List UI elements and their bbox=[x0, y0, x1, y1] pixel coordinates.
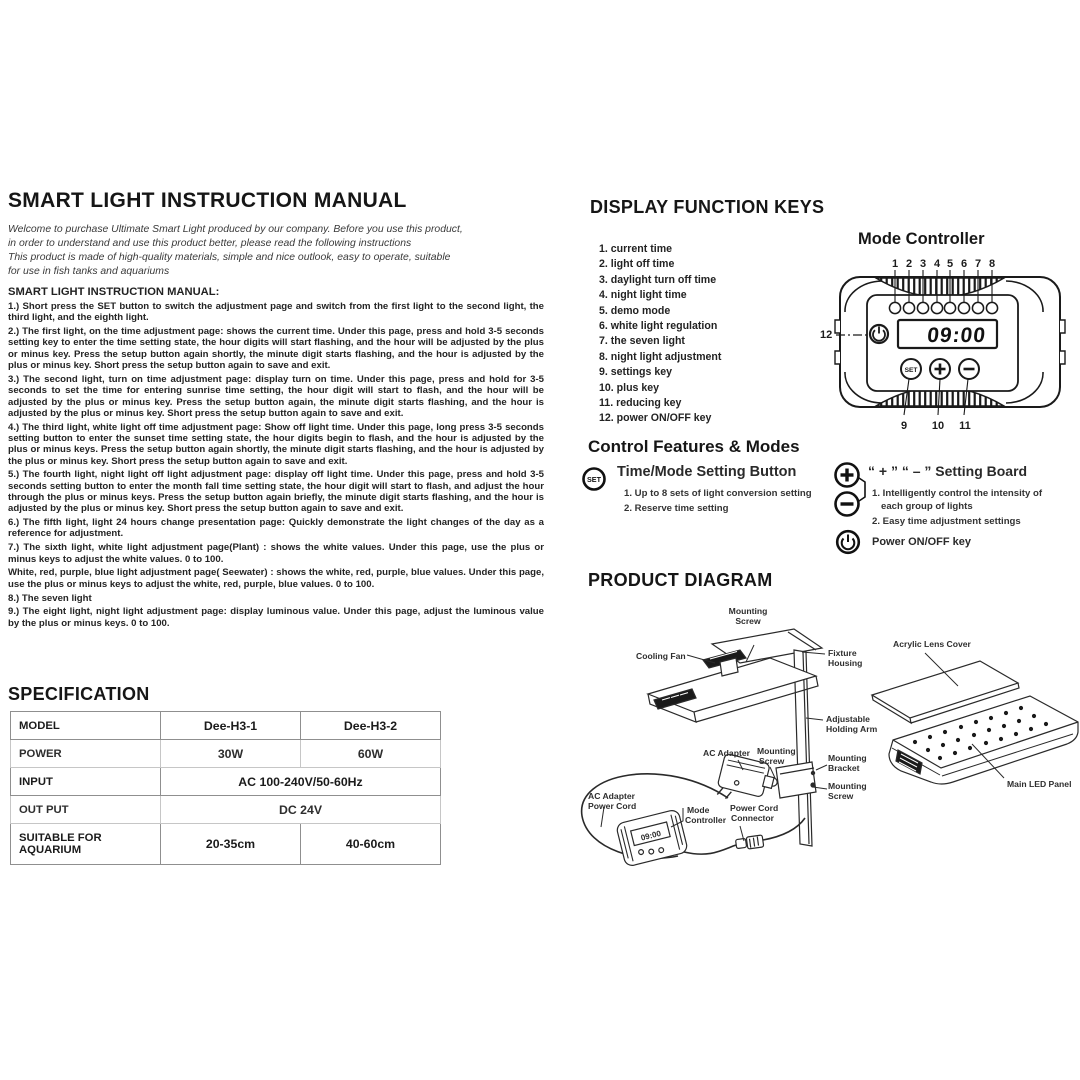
svg-text:AC Adapter: AC Adapter bbox=[703, 748, 750, 758]
svg-text:Controller: Controller bbox=[685, 815, 727, 825]
indicator-index-numbers bbox=[892, 258, 995, 270]
svg-text:Acrylic Lens Cover: Acrylic Lens Cover bbox=[893, 639, 971, 649]
instruction-step: 6.) The fifth light, light 24 hours change presentation page: Quickly demonstrate the light changes of the day as a reference for adjustment. bbox=[8, 517, 544, 540]
list-item: 4. night light time bbox=[599, 289, 687, 302]
power-index-number: 12 bbox=[820, 329, 833, 341]
spec-value: 40-60cm bbox=[301, 824, 441, 865]
list-item: 8. night light adjustment bbox=[599, 350, 722, 363]
list-item: 11. reducing key bbox=[599, 397, 682, 410]
list-item: 12. power ON/OFF key bbox=[599, 412, 712, 425]
svg-text:Mode: Mode bbox=[687, 805, 710, 815]
list-item: 1. current time bbox=[599, 243, 673, 255]
svg-text:8: 8 bbox=[988, 258, 996, 270]
instruction-step: 1.) Short press the SET button to switch the adjustment page and switch from the first light to the second light, the third light, and the eighth light. bbox=[8, 301, 544, 324]
power-cord-connector-drawing bbox=[735, 835, 763, 849]
svg-text:1: 1 bbox=[891, 258, 899, 270]
instruction-step: White, red, purple, blue light adjustment page( Seewater) : shows the white, red, purple, blue values. Under this page, use the plus or minus keys to adjust the white, red, purple, blue values. 0 to 100. bbox=[8, 567, 544, 590]
bracket-line bbox=[859, 478, 865, 501]
set-button-label: SET bbox=[904, 367, 918, 374]
power-key-icon bbox=[834, 528, 862, 556]
plus-index-number: 10 bbox=[931, 420, 945, 432]
table-row bbox=[11, 796, 441, 824]
specification-table bbox=[10, 711, 441, 865]
table-row bbox=[11, 768, 441, 796]
svg-text:Mounting: Mounting bbox=[728, 606, 768, 616]
svg-text:5: 5 bbox=[946, 258, 954, 270]
svg-text:Bracket: Bracket bbox=[828, 763, 860, 773]
spec-value: Dee-H3-1 bbox=[161, 712, 301, 740]
svg-text:2: 2 bbox=[905, 258, 913, 270]
spec-value: AC 100-240V/50-60Hz bbox=[161, 768, 441, 796]
instruction-step: 7.) The sixth light, white light adjustment page(Plant) : shows the white values. Under this page, use the plus or minus keys to adjust the white values. 0 to 100. bbox=[8, 542, 544, 565]
svg-text:Housing: Housing bbox=[828, 658, 863, 668]
set-feature-item: 1. Up to 8 sets of light conversion setting bbox=[624, 488, 812, 499]
list-item: 7. the seven light bbox=[599, 335, 685, 348]
spec-value: 30W bbox=[161, 740, 301, 768]
fixture-housing-drawing bbox=[570, 598, 822, 663]
product-diagram bbox=[570, 598, 1080, 890]
spec-value: DC 24V bbox=[161, 796, 441, 824]
set-index-number: 9 bbox=[900, 420, 908, 432]
instruction-step: 2.) The first light, on the time adjustment page: shows the current time. Under this page, press and hold 3-5 seconds setting key to enter the time setting state, the hour digits will start flashing, and the hour will be adjusted by the plus or minus key. Press the setup button again shortly, the minute digit starts flashing, and the hour is adjusted by the plus or minus key. Short press the setup button again to save and exit. bbox=[8, 326, 544, 372]
specification-heading: SPECIFICATION bbox=[8, 684, 150, 704]
list-item: 10. plus key bbox=[599, 381, 660, 394]
table-row bbox=[11, 740, 441, 768]
time-display-value: 09:00 bbox=[926, 324, 988, 347]
spec-label: SUITABLE FOR AQUARIUM bbox=[11, 824, 161, 865]
setting-board-item: each group of lights bbox=[881, 501, 973, 512]
power-key-label: Power ON/OFF key bbox=[872, 536, 972, 548]
instruction-step: 9.) The eight light, night light adjustment page: display luminous value. Under this page, adjust the luminous value by the plus or minus keys. 0 to 100. bbox=[8, 606, 544, 629]
instruction-step: 8.) The seven light bbox=[8, 592, 92, 604]
svg-text:SET: SET bbox=[587, 474, 601, 484]
svg-text:Screw: Screw bbox=[828, 791, 854, 801]
svg-text:3: 3 bbox=[919, 258, 927, 270]
mode-controller-title: Mode Controller bbox=[858, 230, 985, 248]
spec-label: MODEL bbox=[11, 712, 161, 740]
spec-value: 20-35cm bbox=[161, 824, 301, 865]
intro-line: Welcome to purchase Ultimate Smart Light produced by our company. Before you use this product, bbox=[8, 224, 463, 235]
mode-controller-mini-drawing bbox=[616, 809, 689, 867]
svg-text:Adjustable: Adjustable bbox=[826, 714, 870, 724]
intro-text bbox=[8, 223, 548, 279]
setting-board-item: 1. Intelligently control the intensity of bbox=[872, 488, 1043, 499]
svg-text:Screw: Screw bbox=[735, 616, 761, 626]
list-item: 9. settings key bbox=[599, 366, 673, 379]
spec-label: INPUT bbox=[11, 768, 161, 796]
instruction-paragraphs bbox=[8, 301, 544, 631]
spec-value: 60W bbox=[301, 740, 441, 768]
svg-text:4: 4 bbox=[933, 258, 941, 270]
svg-text:Connector: Connector bbox=[731, 813, 774, 823]
svg-text:Mounting: Mounting bbox=[757, 746, 796, 756]
svg-text:Cooling Fan: Cooling Fan bbox=[636, 651, 686, 661]
control-features-heading: Control Features & Modes bbox=[588, 437, 800, 456]
svg-text:6: 6 bbox=[960, 258, 968, 270]
intro-line: for use in fish tanks and aquariums bbox=[8, 266, 170, 277]
svg-text:Fixture: Fixture bbox=[828, 648, 857, 658]
instructions-subheading: SMART LIGHT INSTRUCTION MANUAL: bbox=[8, 286, 220, 298]
svg-text:Mounting: Mounting bbox=[828, 781, 867, 791]
set-feature-title: Time/Mode Setting Button bbox=[617, 464, 797, 480]
page-title: SMART LIGHT INSTRUCTION MANUAL bbox=[8, 189, 407, 212]
intro-line: in order to understand and use this product better, please read the following instructions bbox=[8, 238, 412, 249]
display-keys-heading: DISPLAY FUNCTION KEYS bbox=[590, 197, 825, 217]
instruction-step: 5.) The fourth light, night light off light adjustment page: display off light time. Under this page, press and hold 3-5 seconds setting button to enter the month fall time setting state, the hour digit will start to flash, and adjust the hour through the plus or minus keys. Press the setup button again briefly, the minute digit starts flashing, and the hour is adjusted by the plus or minus key. Short press the setup button again to save and exit. bbox=[8, 469, 544, 515]
list-item: 6. white light regulation bbox=[599, 320, 718, 333]
set-feature-item: 2. Reserve time setting bbox=[624, 503, 729, 514]
table-row bbox=[11, 824, 441, 865]
svg-text:Holding Arm: Holding Arm bbox=[826, 724, 878, 734]
svg-text:Main LED Panel: Main LED Panel bbox=[1007, 779, 1072, 789]
setting-board-item: 2. Easy time adjustment settings bbox=[872, 516, 1021, 527]
instruction-step: 3.) The second light, turn on time adjustment page: display turn on time. Under this page, press and hold for 3-5 seconds to set the time for entering sunrise time setting, the hour digit will start to flash, and the hour will be adjusted by the plus or minus key. Press the setup button again, the minute digit starts flashing, and the hour is adjusted by the plus or minus key. Short press the setup button again to save and exit. bbox=[8, 373, 544, 419]
list-item: 2. light off time bbox=[599, 258, 675, 271]
table-row bbox=[11, 712, 441, 740]
svg-text:Screw: Screw bbox=[759, 756, 785, 766]
spec-label: POWER bbox=[11, 740, 161, 768]
bracket-screw bbox=[811, 783, 815, 787]
display-keys-list bbox=[599, 242, 721, 427]
product-diagram-heading: PRODUCT DIAGRAM bbox=[588, 570, 773, 590]
spec-label: OUT PUT bbox=[11, 796, 161, 824]
set-key-icon bbox=[580, 465, 608, 493]
list-item: 3. daylight turn off time bbox=[599, 273, 717, 286]
svg-text:Mounting: Mounting bbox=[828, 753, 867, 763]
svg-text:7: 7 bbox=[974, 258, 982, 270]
intro-line: This product is made of high-quality materials, simple and nice outlook, easy to operate, suitable bbox=[8, 252, 451, 263]
mode-controller-diagram bbox=[818, 252, 1070, 444]
setting-board-title: “ + ” “ – ” Setting Board bbox=[868, 463, 1028, 479]
mini-display-value: 09:00 bbox=[639, 828, 662, 843]
list-item: 5. demo mode bbox=[599, 304, 671, 317]
svg-text:Power Cord: Power Cord bbox=[730, 803, 779, 813]
instruction-step: 4.) The third light, white light off time adjustment page: Show off light time. Under this page, long press 3-5 seconds setting button to enter the sunset time setting state, the hour digits begin to flash, and the hour is adjusted by the plus or minus keys. Press the setup button again shortly, the minute digit starts flashing, and the hour is adjusted by the plus or minus key. Short press the setup button again to save and exit. bbox=[8, 421, 544, 467]
svg-text:Power Cord: Power Cord bbox=[588, 801, 637, 811]
svg-text:AC Adapter: AC Adapter bbox=[588, 791, 635, 801]
spec-value: Dee-H3-2 bbox=[301, 712, 441, 740]
minus-index-number: 11 bbox=[959, 420, 971, 432]
